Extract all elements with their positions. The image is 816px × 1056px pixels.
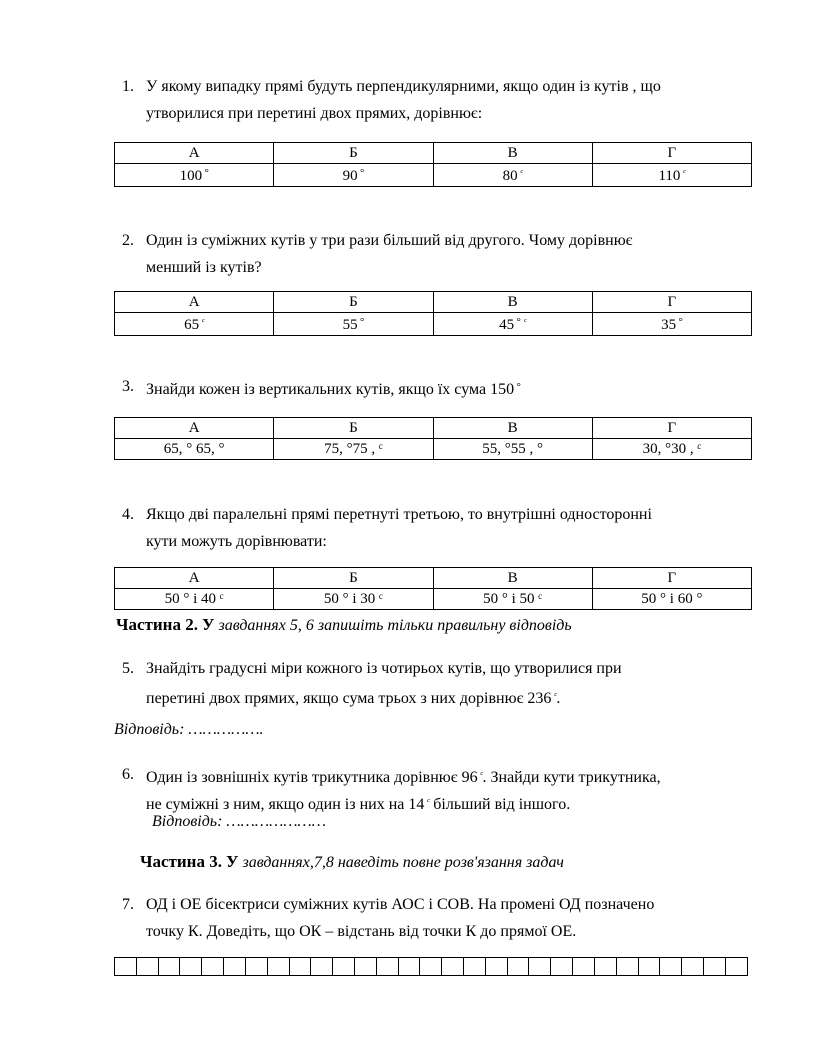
option-header: Б	[274, 143, 433, 164]
option-value: 55, °55 , °	[482, 440, 543, 457]
part-title: Частина 3.	[140, 852, 222, 871]
option-value: 75, °75 , ᶜ	[324, 440, 383, 457]
option-header: А	[115, 143, 274, 164]
option-value: 50 ° і 40 ᶜ	[164, 590, 224, 607]
degree-mark: °	[359, 167, 365, 179]
part-3-heading	[140, 852, 564, 872]
answer-grid-row	[115, 958, 748, 976]
question-text: . Знайди кути трикутника,	[482, 769, 661, 786]
answer-grid[interactable]	[114, 957, 748, 976]
option-cell[interactable]	[433, 589, 592, 610]
option-header: В	[433, 143, 592, 164]
question-text-line: Один із суміжних кутів у три рази більший від другого. Чому дорівнює	[146, 232, 633, 249]
question-text-line: Якщо дві паралельні прямі перетнуті третьою, то внутрішні односторонні	[146, 506, 652, 523]
degree-mark: ᶜ	[519, 167, 523, 179]
answer-field[interactable]: Відповідь: …………….	[114, 721, 264, 738]
degree-mark: ᶜ	[201, 316, 205, 328]
degree-mark: °	[516, 381, 521, 393]
question-text: Знайди кожен із вертикальних кутів, якщо їх сума 150	[146, 381, 515, 398]
option-cell[interactable]	[592, 164, 751, 187]
answer-field[interactable]: Відповідь: …………………	[152, 813, 326, 830]
option-value: 110	[658, 168, 681, 184]
question-text-line	[146, 683, 560, 712]
option-header: А	[115, 568, 274, 589]
option-cell[interactable]	[433, 313, 592, 336]
question-text: Один із зовнішніх кутів трикутника дорівнює 96	[146, 769, 478, 786]
degree-mark: ᶜ	[479, 769, 483, 781]
degree-mark: °	[359, 316, 365, 328]
option-cell[interactable]	[274, 164, 433, 187]
option-value: 65	[184, 317, 200, 333]
option-cell[interactable]	[115, 589, 274, 610]
question-number: 2.	[122, 232, 134, 249]
option-value: 50 ° і 60 °	[641, 590, 703, 607]
answer-options-table	[114, 567, 752, 610]
option-value: 80	[502, 168, 518, 184]
option-header: Г	[592, 418, 751, 439]
part-title: Частина 2.	[116, 615, 198, 634]
question-text-line: менший із кутів?	[146, 259, 262, 276]
answer-options-table	[114, 417, 752, 460]
option-header: Б	[274, 568, 433, 589]
answer-options-table	[114, 142, 752, 187]
question-number: 4.	[122, 506, 134, 523]
question-number: 1.	[122, 78, 134, 95]
option-header: Б	[274, 418, 433, 439]
part-instruction: завданнях 5, 6 запишіть тільки правильну відповідь	[218, 617, 572, 634]
degree-mark: °	[678, 316, 683, 328]
question-text: .	[556, 690, 561, 707]
degree-mark: ᶜ	[426, 796, 430, 808]
part-lead: У	[225, 852, 239, 871]
option-cell[interactable]	[274, 439, 433, 460]
option-header: В	[433, 418, 592, 439]
question-text-line: ОД і ОЕ бісектриси суміжних кутів АОС і СОВ. На промені ОД позначено	[146, 896, 655, 913]
part-2-heading	[116, 615, 572, 635]
option-value: 50 ° і 50 ᶜ	[483, 590, 543, 607]
option-cell[interactable]	[274, 313, 433, 336]
question-number: 6.	[122, 766, 134, 783]
question-text-line: У якому випадку прямі будуть перпендикулярними, якщо один із кутів , що	[146, 78, 661, 95]
option-header: А	[115, 418, 274, 439]
option-value: 45	[499, 317, 515, 333]
option-header: Б	[274, 292, 433, 313]
degree-mark: ° ᶜ	[516, 316, 527, 328]
question-text-line: утворилися при перетині двох прямих, дорівнює:	[146, 105, 483, 122]
question-text-line: кути можуть дорівнювати:	[146, 533, 327, 550]
option-value: 100	[179, 168, 203, 184]
option-header: Г	[592, 292, 751, 313]
part-instruction: завданнях,7,8 наведіть повне розв'язання задач	[242, 854, 564, 871]
question-number: 3.	[122, 378, 134, 395]
question-number: 5.	[122, 660, 134, 677]
question-number: 7.	[122, 896, 134, 913]
question-text-line	[146, 762, 661, 791]
degree-mark: °	[204, 167, 209, 179]
option-header: Г	[592, 143, 751, 164]
option-cell[interactable]	[115, 164, 274, 187]
option-cell[interactable]	[592, 313, 751, 336]
degree-mark: ᶜ	[553, 690, 557, 702]
option-header: А	[115, 292, 274, 313]
question-text-line: точку К. Доведіть, що ОК – відстань від точки К до прямої ОЕ.	[146, 923, 577, 940]
question-text: більший від іншого.	[433, 796, 571, 813]
option-cell[interactable]	[592, 589, 751, 610]
option-value: 65, ° 65, °	[163, 440, 225, 457]
option-cell[interactable]	[274, 589, 433, 610]
part-lead: У	[201, 615, 215, 634]
option-cell[interactable]	[433, 439, 592, 460]
option-value: 90	[342, 168, 358, 184]
option-header: Г	[592, 568, 751, 589]
answer-options-table	[114, 291, 752, 336]
option-value: 50 ° і 30 ᶜ	[323, 590, 383, 607]
question-text-line	[146, 374, 521, 403]
option-cell[interactable]	[433, 164, 592, 187]
option-value: 55	[342, 317, 358, 333]
option-cell[interactable]	[115, 313, 274, 336]
degree-mark: ᶜ	[682, 167, 686, 179]
option-header: В	[433, 292, 592, 313]
option-cell[interactable]	[115, 439, 274, 460]
option-value: 30, °30 , ᶜ	[642, 440, 702, 457]
question-text-line: Знайдіть градусні міри кожного із чотирьох кутів, що утворилися при	[146, 660, 622, 677]
option-cell[interactable]	[592, 439, 751, 460]
question-text: не суміжні з ним, якщо один із них на 14	[146, 796, 425, 813]
option-value: 35	[661, 317, 677, 333]
question-text: перетині двох прямих, якщо сума трьох з них дорівнює 236	[146, 690, 552, 707]
option-header: В	[433, 568, 592, 589]
